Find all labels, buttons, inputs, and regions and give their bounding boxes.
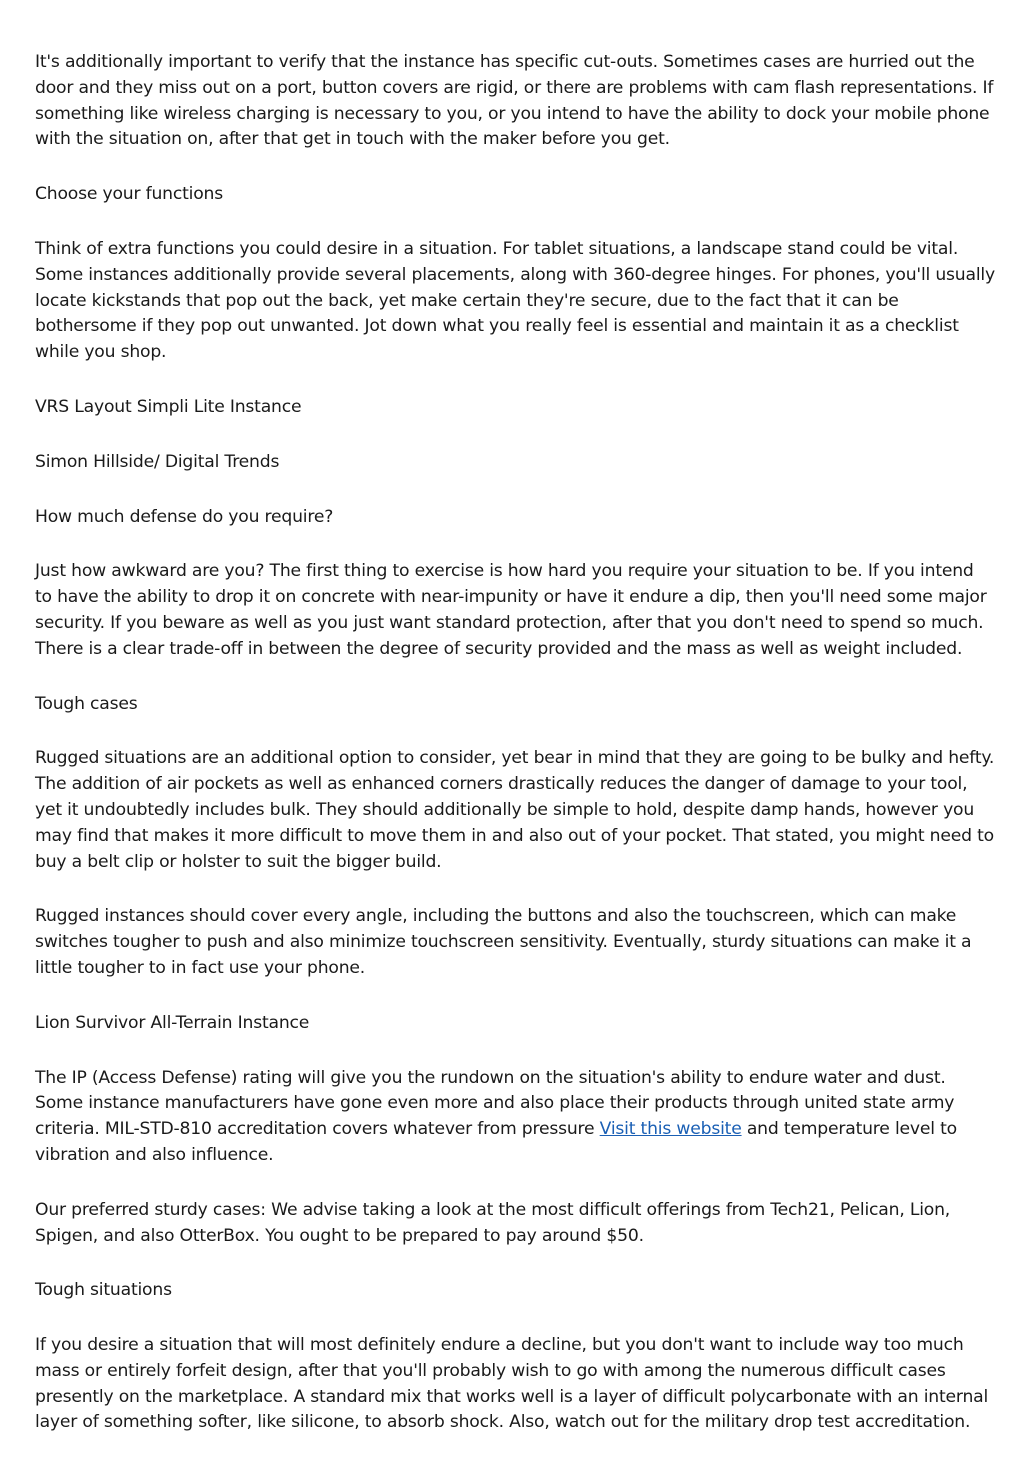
caption-lion-survivor: Lion Survivor All-Terrain Instance: [35, 1012, 310, 1033]
heading-tough-cases: Tough cases: [35, 693, 138, 714]
paragraph-preferred-cases: Our preferred sturdy cases: We advise taking a look at the most difficult offerings from Tech21, Pelican, Lion, Spigen, and also OtterBox. You ought to be prepared to pay around $50.: [35, 1199, 951, 1246]
paragraph-rugged-situations: Rugged situations are an additional option to consider, yet bear in mind that they are going to be bulky and hefty. The addition of air pockets as well as enhanced corners drastically reduces the danger of damage to your tool, yet it undoubtedly includes bulk. They should additionally be simple to hold, despite damp hands, however you may find that makes it more difficult to move them in and also out of your pocket. That stated, you might need to buy a belt clip or holster to suit the bigger build.: [35, 748, 995, 872]
heading-how-much-defense: How much defense do you require?: [35, 506, 334, 527]
ip-rating-text-before: The IP (Access Defense) rating will give you the rundown on the situation's ability to endure water and dust. Some instance manufacturers have gone even more and also place their products through united state army criteria. MIL-STD-810 accreditation covers whatever from pressure: [35, 1067, 955, 1140]
document-body: [35, 50, 995, 1465]
paragraph-rugged-instances: Rugged instances should cover every angle, including the buttons and also the touchscreen, which can make switches tougher to push and also minimize touchscreen sensitivity. Eventually, sturdy situations can make it a little tougher to in fact use your phone.: [35, 906, 972, 978]
paragraph-ip-rating: [35, 1066, 995, 1169]
heading-choose-functions: Choose your functions: [35, 184, 223, 205]
heading-tough-situations: Tough situations: [35, 1280, 172, 1301]
caption-vrs-layout: VRS Layout Simpli Lite Instance: [35, 396, 302, 417]
paragraph-difficult-cases: If you desire a situation that will most definitely endure a decline, but you don't want to include way too much mass or entirely forfeit design, after that you'll probably wish to go with among the numerous difficult cases presently on the marketplace. A standard mix that works well is a layer of difficult polycarbonate with an internal layer of something softer, like silicone, to absorb shock. Also, watch out for the military drop test accreditation.: [35, 1335, 989, 1433]
image-credit: Simon Hillside/ Digital Trends: [35, 451, 280, 472]
paragraph-extra-functions: Think of extra functions you could desire in a situation. For tablet situations, a landscape stand could be vital. Some instances additionally provide several placements, along with 360-degree hinges. For phones, you'll usually locate kickstands that pop out the back, yet make certain they're secure, due to the fact that it can be bothersome if they pop out unwanted. Jot down what you really feel is essential and maintain it as a checklist while you shop.: [35, 238, 995, 363]
ip-rating-text-after: and temperature level to vibration and also influence.: [35, 1119, 957, 1165]
paragraph-cutouts: It's additionally important to verify that the instance has specific cut-outs. Sometimes cases are hurried out the door and they miss out on a port, button covers are rigid, or there are problems with cam flash representations. If something like wireless charging is necessary to you, or you intend to have the ability to dock your mobile phone with the situation on, after that get in touch with the maker before you get.: [35, 52, 994, 150]
visit-website-link[interactable]: Visit this website: [599, 1119, 742, 1140]
paragraph-awkward: Just how awkward are you? The first thing to exercise is how hard you require your situation to be. If you intend to have the ability to drop it on concrete with near-impunity or have it endure a dip, then you'll need some major security. If you beware as well as you just want standard protection, after that you don't need to spend so much. There is a clear trade-off in between the degree of security provided and the mass as well as weight included.: [35, 561, 987, 659]
